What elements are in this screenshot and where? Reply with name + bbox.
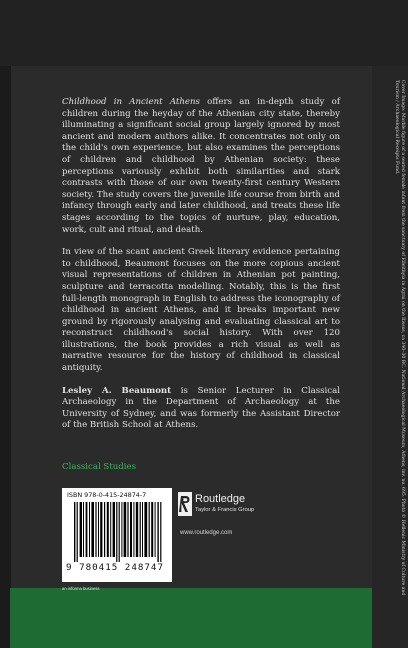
book-title: Childhood in Ancient Athens xyxy=(62,97,200,107)
publisher-url: www.routledge.com xyxy=(180,530,233,536)
routledge-logo-icon xyxy=(178,492,192,516)
author-bio xyxy=(62,386,340,432)
publisher-logo-area xyxy=(178,492,328,552)
blurb-paragraph-2: In view of the scant ancient Greek literary evidence pertaining to childhood, Beaumont focuses on the more copious ancient visual representations of children in Athenian pot painting, sculpture and terracotta modelling. Notably, this is the first full-length monograph in English to address the iconography of childhood in ancient Athens, and it breaks important new ground by rigorously analysing and evaluating classical art to reconstruct childhood's social history. With over 120 illustrations, the book provides a rich visual as well as narrative resource for the history of childhood in classical antiquity. xyxy=(62,247,340,374)
publisher-name: Routledge xyxy=(195,493,246,505)
blurb xyxy=(62,97,340,441)
imprint-note: an informa business xyxy=(62,586,100,591)
green-band xyxy=(10,588,372,648)
series-label: Classical Studies xyxy=(62,462,137,472)
blurb-paragraph-1-text: offers an in-depth study of children during the heyday of the Athenian city state, thereby illuminating a significant social group largely ignored by most ancient and modern authors alike. It concentrates not only on the child's own experience, but also examines the perceptions of children and childhood by Athenian society: these perceptions variously exhibit both similarities and stark contrasts with those of our own twenty-first century Western society. The study covers the juvenile life course from birth and infancy through early and later childhood, and treats these life stages according to the topics of nurture, play, education, work, cult and ritual, and death. xyxy=(62,97,340,235)
left-edge-strip xyxy=(0,66,10,648)
publisher-group: Taylor & Francis Group xyxy=(195,507,255,513)
isbn-label: ISBN 978-0-415-24874-7 xyxy=(67,491,147,499)
barcode-box xyxy=(62,488,172,582)
cover-credit-text: Cover Image: Marble figure of a seated female infant from the sanctuary of Eileithyia in Agrai on the Ilissos, ca 340–30 BC. National Archaeological Museum, Athens, inv. no. 695. Photo © Hellenic Ministry of Culture and Tourism / Archaeological Receipts Fund. xyxy=(393,80,405,596)
author-bio-text: is Senior Lecturer in Classical Archaeology in the Department of Archaeology at the University of Sydney, and was formerly the Assistant Director of the British School at Athens. xyxy=(62,385,340,431)
author-name: Lesley A. Beaumont xyxy=(62,385,172,396)
barcode-icon xyxy=(74,502,162,562)
cover-credit xyxy=(375,80,405,600)
blurb-paragraph-1 xyxy=(62,97,340,236)
top-band xyxy=(0,0,408,66)
isbn-digits: 9 780415 248747 xyxy=(66,562,164,573)
